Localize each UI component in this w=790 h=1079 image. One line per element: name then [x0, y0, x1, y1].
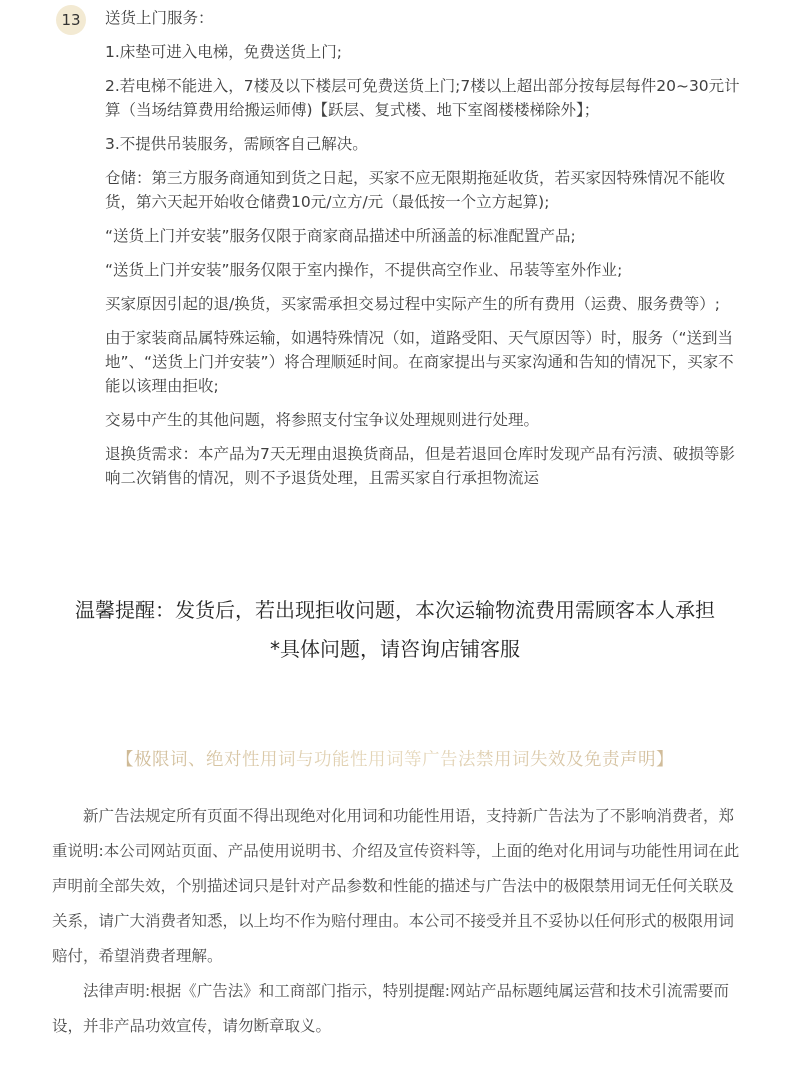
return-exchange-rule: 退换货需求：本产品为7天无理由退换货商品，但是若退回仓库时发现产品有污渍、破损等影响二次销售的情况，则不予退货处理，且需买家自行承担物流运 — [105, 445, 735, 487]
disclaimer-title: 【极限词、绝对性用词与功能性用词等广告法禁用词失效及免责声明】 — [0, 744, 790, 776]
return-cost-rule: 买家原因引起的退/换货，买家需承担交易过程中实际产生的所有费用（运费、服务费等）; — [105, 295, 720, 313]
section-heading: 送货上门服务： — [105, 9, 214, 27]
delivery-rule-3: 3.不提供吊装服务，需顾客自己解决。 — [105, 135, 368, 153]
storage-rule: 仓储：第三方服务商通知到货之日起，买家不应无限期拖延收货，若买家因特殊情况不能收货，第六天起开始收仓储费10元/立方/元（最低按一个立方起算); — [105, 169, 726, 211]
delivery-service-section — [105, 6, 745, 500]
install-scope-rule: “送货上门并安装”服务仅限于商家商品描述中所涵盖的标准配置产品; — [105, 227, 576, 245]
dispute-rule: 交易中产生的其他问题，将参照支付宝争议处理规则进行处理。 — [105, 411, 540, 429]
section-number-badge: 13 — [56, 5, 86, 35]
warm-reminder: 温馨提醒：发货后，若出现拒收问题，本次运输物流费用需顾客本人承担 — [75, 598, 715, 622]
install-indoor-rule: “送货上门并安装”服务仅限于室内操作，不提供高空作业、吊装等室外作业; — [105, 261, 623, 279]
contact-service-note: *具体问题，请咨询店铺客服 — [270, 637, 520, 661]
legal-statement-paragraph: 法律声明:根据《广告法》和工商部门指示，特别提醒:网站产品标题纯属运营和技术引流需要而设，并非产品功效宣传，请勿断章取义。 — [52, 982, 729, 1035]
disclaimer-paragraph: 新广告法规定所有页面不得出现绝对化用词和功能性用语，支持新广告法为了不影响消费者，郑重说明:本公司网站页面、产品使用说明书、介绍及宣传资料等，上面的绝对化用词与功能性用词在此声明前全部失效，个别描述词只是针对产品参数和性能的描述与广告法中的极限禁用词无任何关联及关系，请广大消费者知悉，以上均不作为赔付理由。本公司不接受并且不妥协以任何形式的极限用词赔付，希望消费者理解。 — [52, 807, 740, 965]
delivery-rule-2: 2.若电梯不能进入，7楼及以下楼层可免费送货上门;7楼以上超出部分按每层每件20~30元计算（当场结算费用给搬运师傅)【跃层、复式楼、地下室阁楼楼梯除外】； — [105, 77, 740, 119]
special-transport-rule: 由于家装商品属特殊运输，如遇特殊情况（如，道路受阳、天气原因等）时，服务（“送到当地”、“送货上门并安装”）将合理顺延时间。在商家提出与买家沟通和告知的情况下，买家不能以该理由拒收; — [105, 329, 734, 395]
delivery-rule-1: 1.床垫可进入电梯，免费送货上门; — [105, 43, 343, 61]
